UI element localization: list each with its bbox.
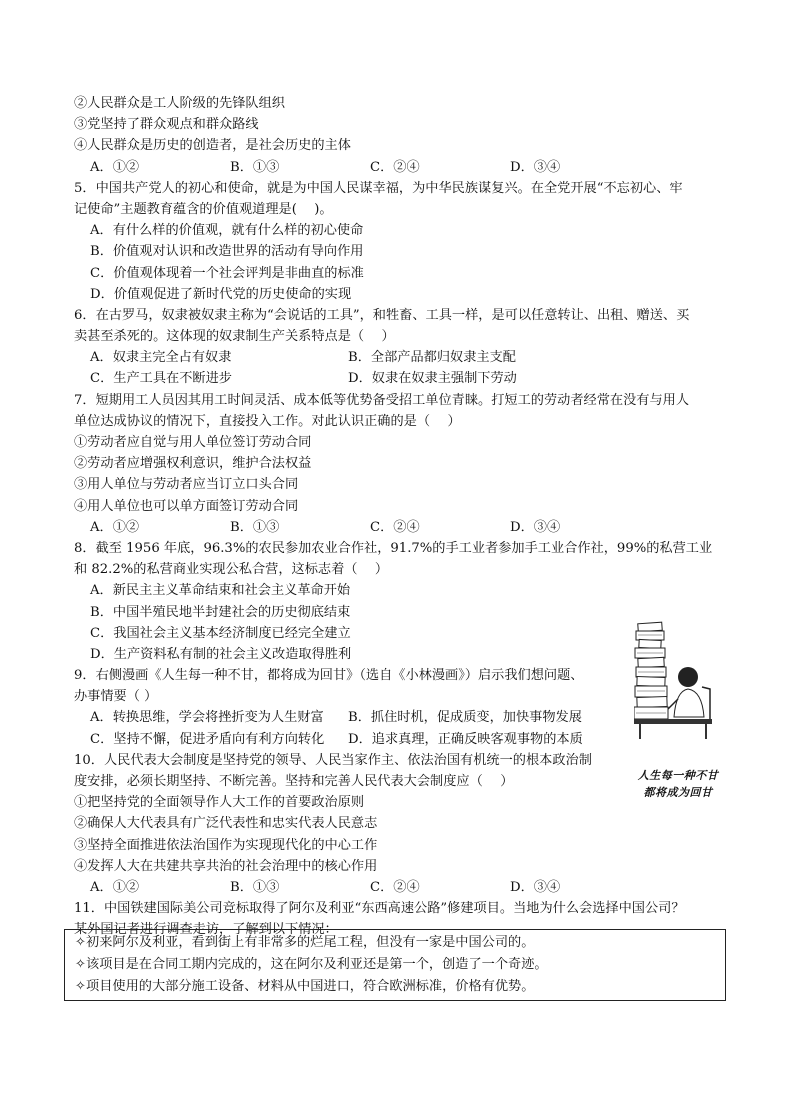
question-5-stem: 5．中国共产党人的初心和使命，就是为中国人民谋幸福，为中华民族谋复兴。在全党开展“不忘初心、牢 [74,180,683,196]
option-a[interactable]: A．有什么样的价值观，就有什么样的初心使命 [90,223,364,239]
option-a[interactable]: A．①② [90,519,140,535]
option-d[interactable]: D．③④ [510,159,561,175]
statement: ③坚持全面推进依法治国作为实现现代化的中心工作 [74,837,378,853]
option-d[interactable]: D．生产资料私有制的社会主义改造取得胜利 [90,646,352,662]
option-b[interactable]: B．①③ [230,159,280,175]
q9-options-row [74,729,724,750]
option-a[interactable]: A．①② [90,879,140,895]
option-c[interactable]: C．生产工具在不断进步 [90,371,232,387]
statement: ④人民群众是历史的创造者，是社会历史的主体 [74,138,351,154]
option-b[interactable]: B．全部产品都归奴隶主支配 [348,350,516,366]
option-d[interactable]: D．追求真理，正确反映客观事物的本质 [348,731,583,747]
question-sheet [74,93,724,941]
option-b[interactable]: B．①③ [230,879,280,895]
box-line: ✧项目使用的大部分施工设备、材料从中国进口，符合欧洲标准，价格有优势。 [75,979,535,994]
q9-options-row [74,707,724,728]
cartoon-illustration [634,615,718,767]
option-b[interactable]: B．价值观对认识和改造世界的活动有导向作用 [90,244,364,260]
question-7-stem: 7．短期用工人员因其用工时间灵活、成本低等优势备受招工单位青睐。打短工的劳动者经常在没有与用人 [74,392,690,408]
option-b[interactable]: B．中国半殖民地半封建社会的历史彻底结束 [90,604,351,620]
question-9-stem: 9．右侧漫画《人生每一种不甘，都将成为回甘》（选自《小林漫画》）启示我们想问题、 [74,668,584,684]
statement: ①把坚持党的全面领导作人大工作的首要政治原则 [74,795,365,811]
option-b[interactable]: B．①③ [230,519,280,535]
cartoon-caption-line-1: 人生每一种不甘 [637,769,719,782]
box-line: ✧初来阿尔及利亚，看到街上有非常多的烂尾工程，但没有一家是中国公司的。 [75,935,535,950]
question-10-stem: 10．人民代表大会制度是坚持党的领导、人民当家作主、依法治国有机统一的根本政治制 [74,752,592,768]
question-6-stem: 卖甚至杀死的。这体现的奴隶制生产关系特点是（ ） [74,329,395,345]
option-c[interactable]: C．坚持不懈，促进矛盾向有利方向转化 [90,731,325,747]
option-d[interactable]: D．奴隶在奴隶主强制下劳动 [348,371,517,387]
question-8-stem: 8．截至 1956 年底，96.3%的农民参加农业合作社，91.7%的手工业者参加手工业合作社，99%的私营工业 [74,540,713,556]
q10-options [74,877,724,898]
statement: ④用人单位也可以单方面签订劳动合同 [74,498,299,514]
q6-options-row [74,347,724,368]
option-c[interactable]: C．②④ [370,879,420,895]
q6-options-row [74,368,724,389]
question-6-stem: 6．在古罗马，奴隶被奴隶主称为“会说话的工具”，和牲畜、工具一样，是可以任意转让、出租、赠送、买 [74,307,690,323]
option-c[interactable]: C．价值观体现着一个社会评判是非曲直的标准 [90,265,364,281]
statement: ②人民群众是工人阶级的先锋队组织 [74,96,285,111]
q4-options [74,157,724,178]
statement: ③用人单位与劳动者应当订立口头合同 [74,477,299,493]
statement: ②劳动者应增强权利意识，维护合法权益 [74,456,312,472]
question-11-stem: 某外国记者进行调查走访，了解到以下情况： [74,922,338,938]
q7-options [74,517,724,538]
option-c[interactable]: C．我国社会主义基本经济制度已经完全建立 [90,625,351,641]
info-box [64,929,726,1001]
option-a[interactable]: A．转换思维，学会将挫折变为人生财富 [90,710,324,726]
option-d[interactable]: D．③④ [510,519,561,535]
question-8-stem: 和 82.2%的私营商业实现公私合营，这标志着（ ） [74,562,389,578]
question-5-stem: 记使命”主题教育蕴含的价值观道理是( )。 [74,201,333,217]
option-d[interactable]: D．价值观促进了新时代党的历史使命的实现 [90,286,352,302]
option-a[interactable]: A．新民主主义革命结束和社会主义革命开始 [90,583,351,599]
box-line: ✧该项目是在合同工期内完成的，这在阿尔及利亚还是第一个，创造了一个奇迹。 [75,957,548,972]
option-a[interactable]: A．奴隶主完全占有奴隶 [90,350,232,366]
option-d[interactable]: D．③④ [510,879,561,895]
option-b[interactable]: B．抓住时机，促成质变，加快事物发展 [348,710,582,726]
statement: ②确保人大代表具有广泛代表性和忠实代表人民意志 [74,816,378,832]
statement: ③党坚持了群众观点和群众路线 [74,117,259,133]
question-10-stem: 度安排，必须长期坚持、不断完善。坚持和完善人民代表大会制度应（ ） [74,774,514,789]
option-a[interactable]: A．①② [90,159,140,175]
question-9-stem: 办事情要（ ） [74,689,158,705]
option-c[interactable]: C．②④ [370,519,420,535]
option-c[interactable]: C．②④ [370,159,420,175]
cartoon-caption-line-2: 都将成为回甘 [643,786,713,799]
question-11-stem: 11．中国铁建国际美公司竞标取得了阿尔及利亚“东西高速公路”修建项目。当地为什么会选择中国公司？ [74,901,685,917]
statement: ④发挥人大在共建共享共治的社会治理中的核心作用 [74,858,378,874]
statement: ①劳动者应自觉与用人单位签订劳动合同 [74,435,312,450]
question-7-stem: 单位达成协议的情况下，直接投入工作。对此认识正确的是（ ） [74,413,461,429]
